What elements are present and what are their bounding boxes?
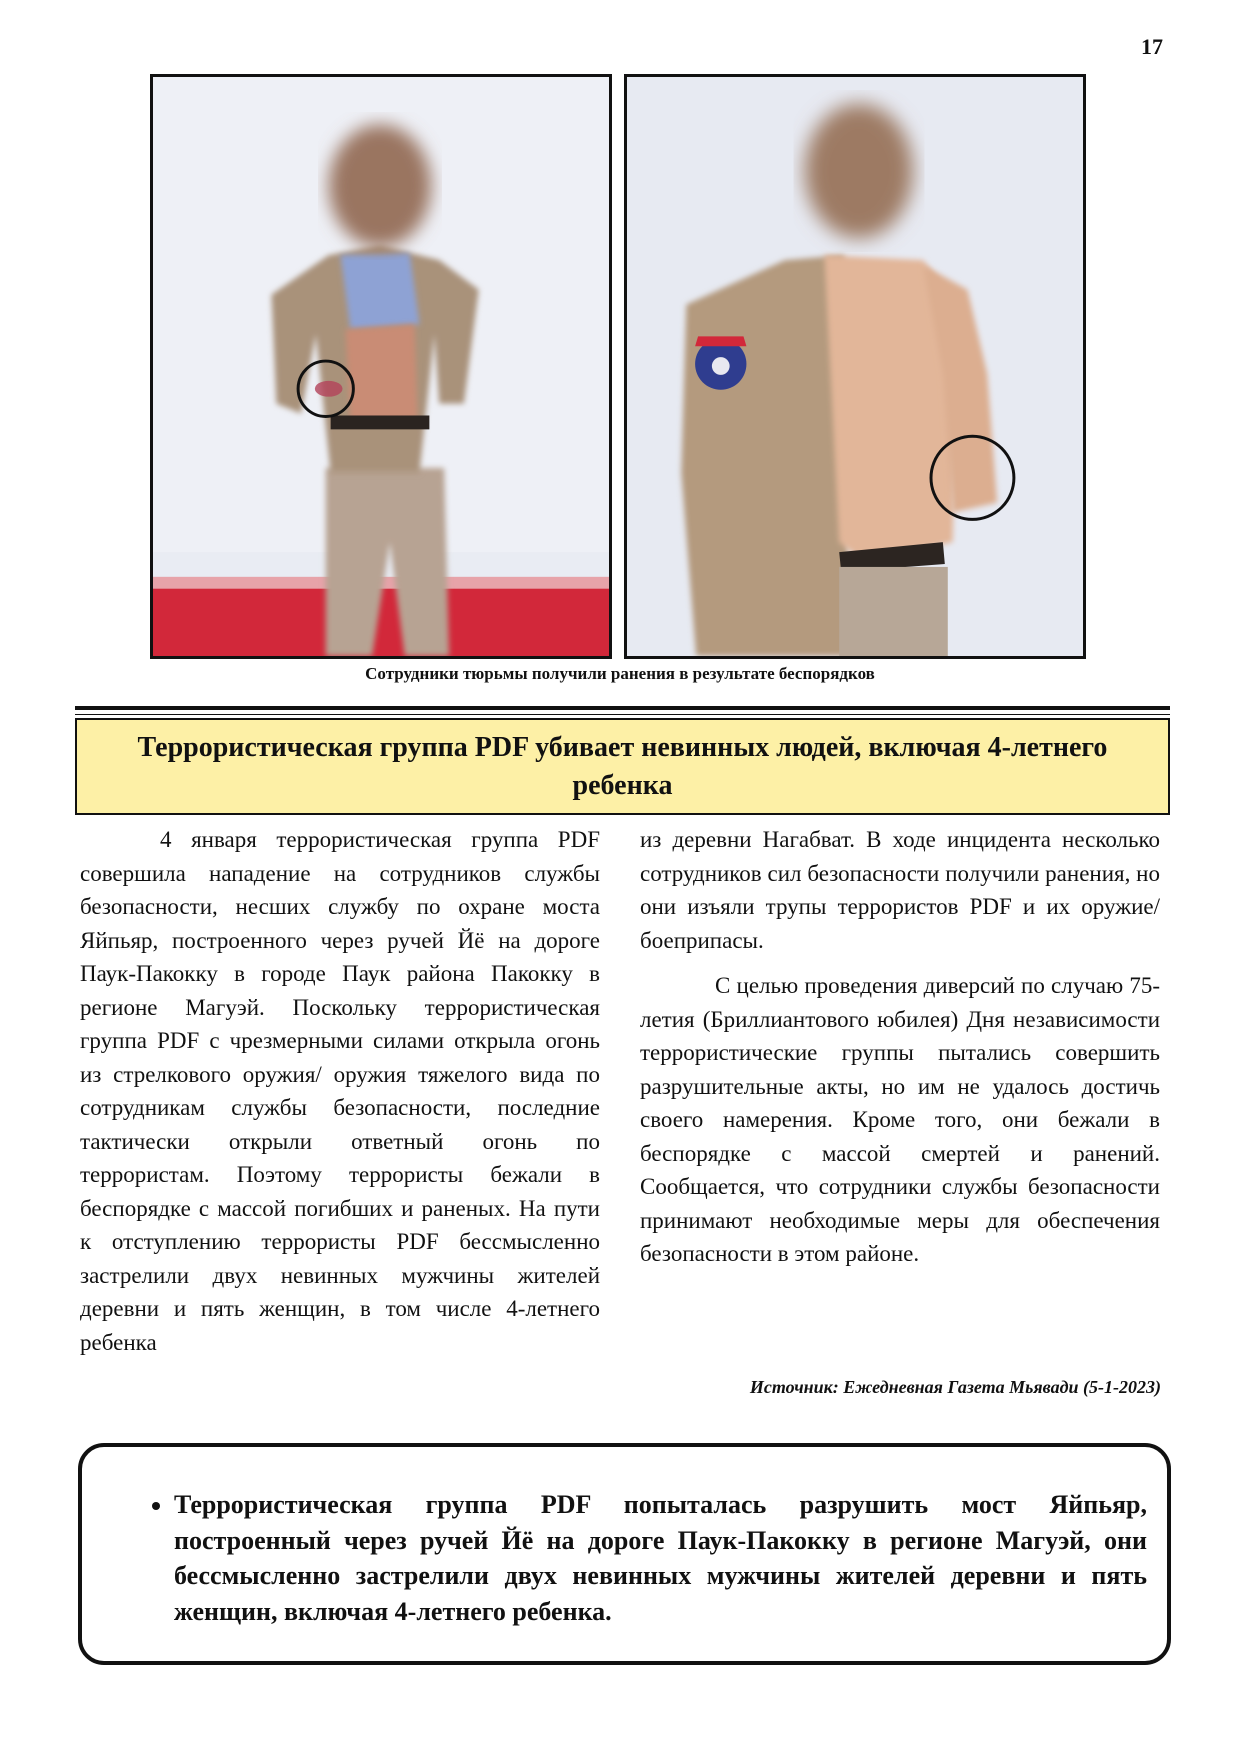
- page-number: 17: [1141, 34, 1163, 59]
- section-divider-thin: [75, 714, 1170, 715]
- summary-box: [78, 1443, 1171, 1665]
- headline-box: [75, 718, 1170, 815]
- article-headline: Террористическая группа PDF убивает невинных людей, включая 4-летнего ребенка: [137, 731, 1108, 801]
- photo-caption: Сотрудники тюрьмы получили ранения в результате беспорядков: [365, 664, 875, 683]
- summary-bullet: • Террористическая группа PDF попыталась разрушить мост Яйпьяр, построенный через ручей Йё на дороге Паук-Пакокку в регионе Магуэй, они бессмысленно застрелили двух невинных мужчины жителей деревни и пять женщин, включая 4-летнего ребенка.: [174, 1487, 1147, 1629]
- article-paragraph-2: С целью проведения диверсий по случаю 75-летия (Бриллиантового юбилея) Дня независимости террористические группы пытались совершить разрушительные акты, но им не удалось достичь своего намерения. Кроме того, они бежали в беспорядке с массой смертей и ранений. Сообщается, что сотрудники службы безопасности принимают необходимые меры для обеспечения безопасности в этом районе.: [640, 973, 1160, 1266]
- summary-list: [132, 1487, 1147, 1629]
- article-column-left: [80, 823, 600, 1359]
- prison-officer-abdomen-wound-photo: [153, 77, 609, 656]
- article-paragraph-1-continuation: из деревни Нагабват. В ходе инцидента несколько сотрудников сил безопасности получили ранения, но они изъяли трупы террористов PDF и их оружие/боеприпасы.: [640, 827, 1160, 953]
- prison-officer-arm-wound-photo: [627, 77, 1083, 656]
- article-paragraph-1: 4 января террористическая группа PDF совершила нападение на сотрудников службы безопасности, несших службу по охране моста Яйпьяр, построенного через ручей Йё на дороге Паук-Пакокку в городе Паук района Пакокку в регионе Магуэй. Поскольку террористическая группа PDF с чрезмерными силами открыла огонь из стрелкового оружия/ оружия тяжелого вида по сотрудникам службы безопасности, последние тактически открыли ответный огонь по террористам. Поэтому террористы бежали в беспорядке с массой погибших и раненых. На пути к отступлению террористы PDF бессмысленно застрелили двух невинных мужчины жителей деревни и пять женщин, в том числе 4-летнего ребенка: [80, 827, 600, 1355]
- section-divider-thick: [75, 706, 1170, 710]
- photo-injured-officer-abdomen: [150, 74, 612, 659]
- article-source: Источник: Ежедневная Газета Мьявади (5-1-2023): [749, 1377, 1161, 1397]
- photo-injured-officer-arm: [624, 74, 1086, 659]
- article-column-right: [640, 823, 1160, 1271]
